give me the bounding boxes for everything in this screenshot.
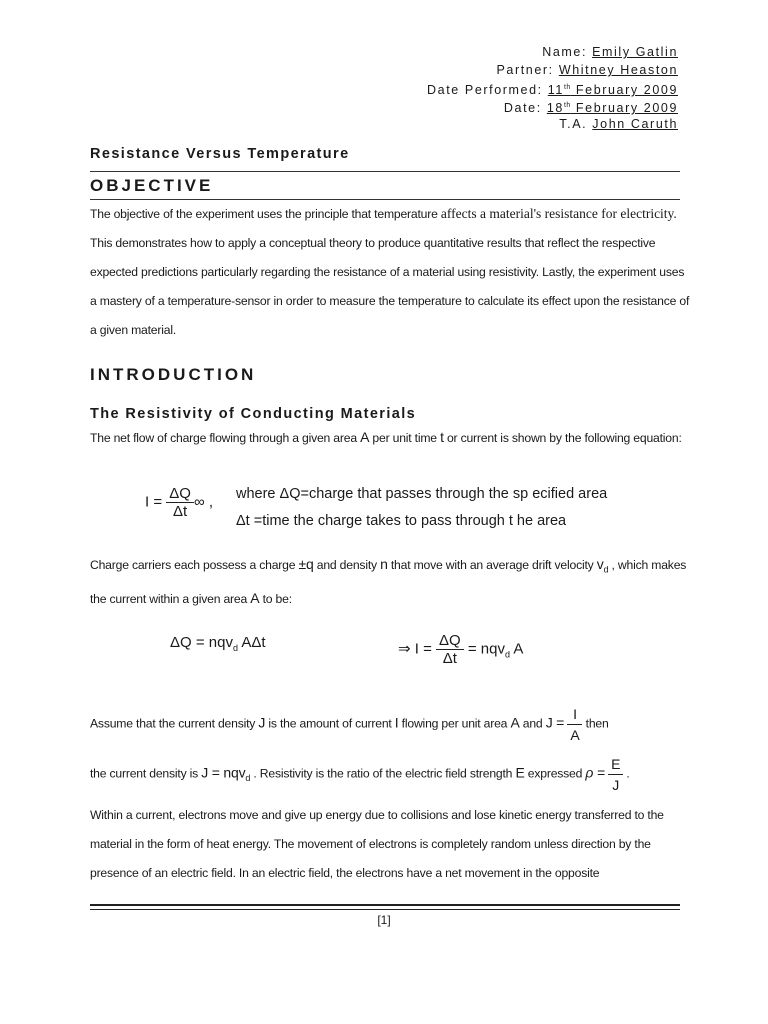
equation-definition-2: Δt =time the charge takes to pass through t he area — [236, 513, 567, 529]
objective-heading: OBJECTIVE — [90, 176, 214, 195]
date-label: Date: — [503, 101, 547, 116]
ta-value: John Caruth — [592, 117, 678, 131]
resistivity-fraction: $\frac{E}{J}$ — [608, 754, 623, 795]
intro-paragraph-3: Assume that the current density J is the amount of current I flowing per unit area A and J = $\frac{I}{A}$ then — [90, 706, 609, 743]
document-title: Resistance Versus Temperature — [90, 146, 350, 162]
date-value: 18th February 2009 — [546, 101, 678, 116]
resistivity-subheading: The Resistivity of Conducting Materials — [90, 406, 417, 422]
charge-equation: ΔQ = nqv$_d$ AΔt — [170, 634, 266, 653]
intro-paragraph-4: the current density is J = nqv$_d$ . Resistivity is the ratio of the electric field strength E expressed ρ = $\frac{E}{J}$ . — [90, 756, 630, 793]
partner-value: Whitney Heaston — [558, 63, 678, 77]
header-partner-line — [496, 61, 678, 79]
name-value: Emily Gatlin — [592, 45, 678, 59]
intro-paragraph-5: Within a current, electrons move and give up energy due to collisions and lose kinetic energy transferred to the material in the form of heat energy. The movement of electrons is completely random unless direction by the presence of an electric field. In an electric field, the electrons have a net movement in the opposite — [90, 808, 664, 880]
introduction-heading: INTRODUCTION — [90, 365, 257, 384]
footer-divider-bottom — [90, 909, 680, 910]
delta-q-fraction: $\frac{\Delta Q}{\Delta t}$ — [436, 632, 464, 667]
current-fraction: $\frac{\Delta Q}{\Delta t}$ — [166, 485, 194, 520]
intro-paragraph-2: Charge carriers each possess a charge ±q and density n that move with an average drift velocity $v_d$ , which makes the current within a given area A to be: — [90, 556, 687, 607]
objective-paragraph: The objective of the experiment uses the principle that temperature affects a material's resistance for electricity. This demonstrates how to apply a conceptual theory to produce quantitative results that reflect the respective expected predictions particularly regarding the resistance of a material using resistivity. Lastly, the experiment uses a mastery of a temperature-sensor in order to measure the temperature to calculate its effect upon the resistance of a given material. — [90, 206, 690, 337]
ta-label: T.A. — [559, 117, 593, 131]
intro-paragraph-1: The net flow of charge flowing through a given area A per unit time t or current is shown by the following equation: — [90, 429, 682, 445]
partner-label: Partner: — [496, 63, 559, 77]
name-label: Name: — [542, 45, 593, 59]
equation-definition-1: where ΔQ=charge that passes through the sp ecified area — [236, 486, 608, 502]
date-performed-label: Date Performed: — [427, 83, 548, 98]
header-name-line — [542, 43, 678, 61]
page-number: [1] — [377, 913, 391, 927]
date-performed-value: 11th February 2009 — [547, 83, 678, 98]
current-equation: I = $\frac{\Delta Q}{\Delta t}$ ∞ , — [145, 485, 213, 520]
title-divider — [90, 171, 680, 172]
header-ta-line — [559, 115, 678, 133]
current-density-fraction: $\frac{I}{A}$ — [567, 704, 582, 745]
current-drift-equation: ⇒ I = $\frac{\Delta Q}{\Delta t}$ = nqv$_d$ A — [398, 632, 524, 667]
footer-divider-top — [90, 904, 680, 906]
